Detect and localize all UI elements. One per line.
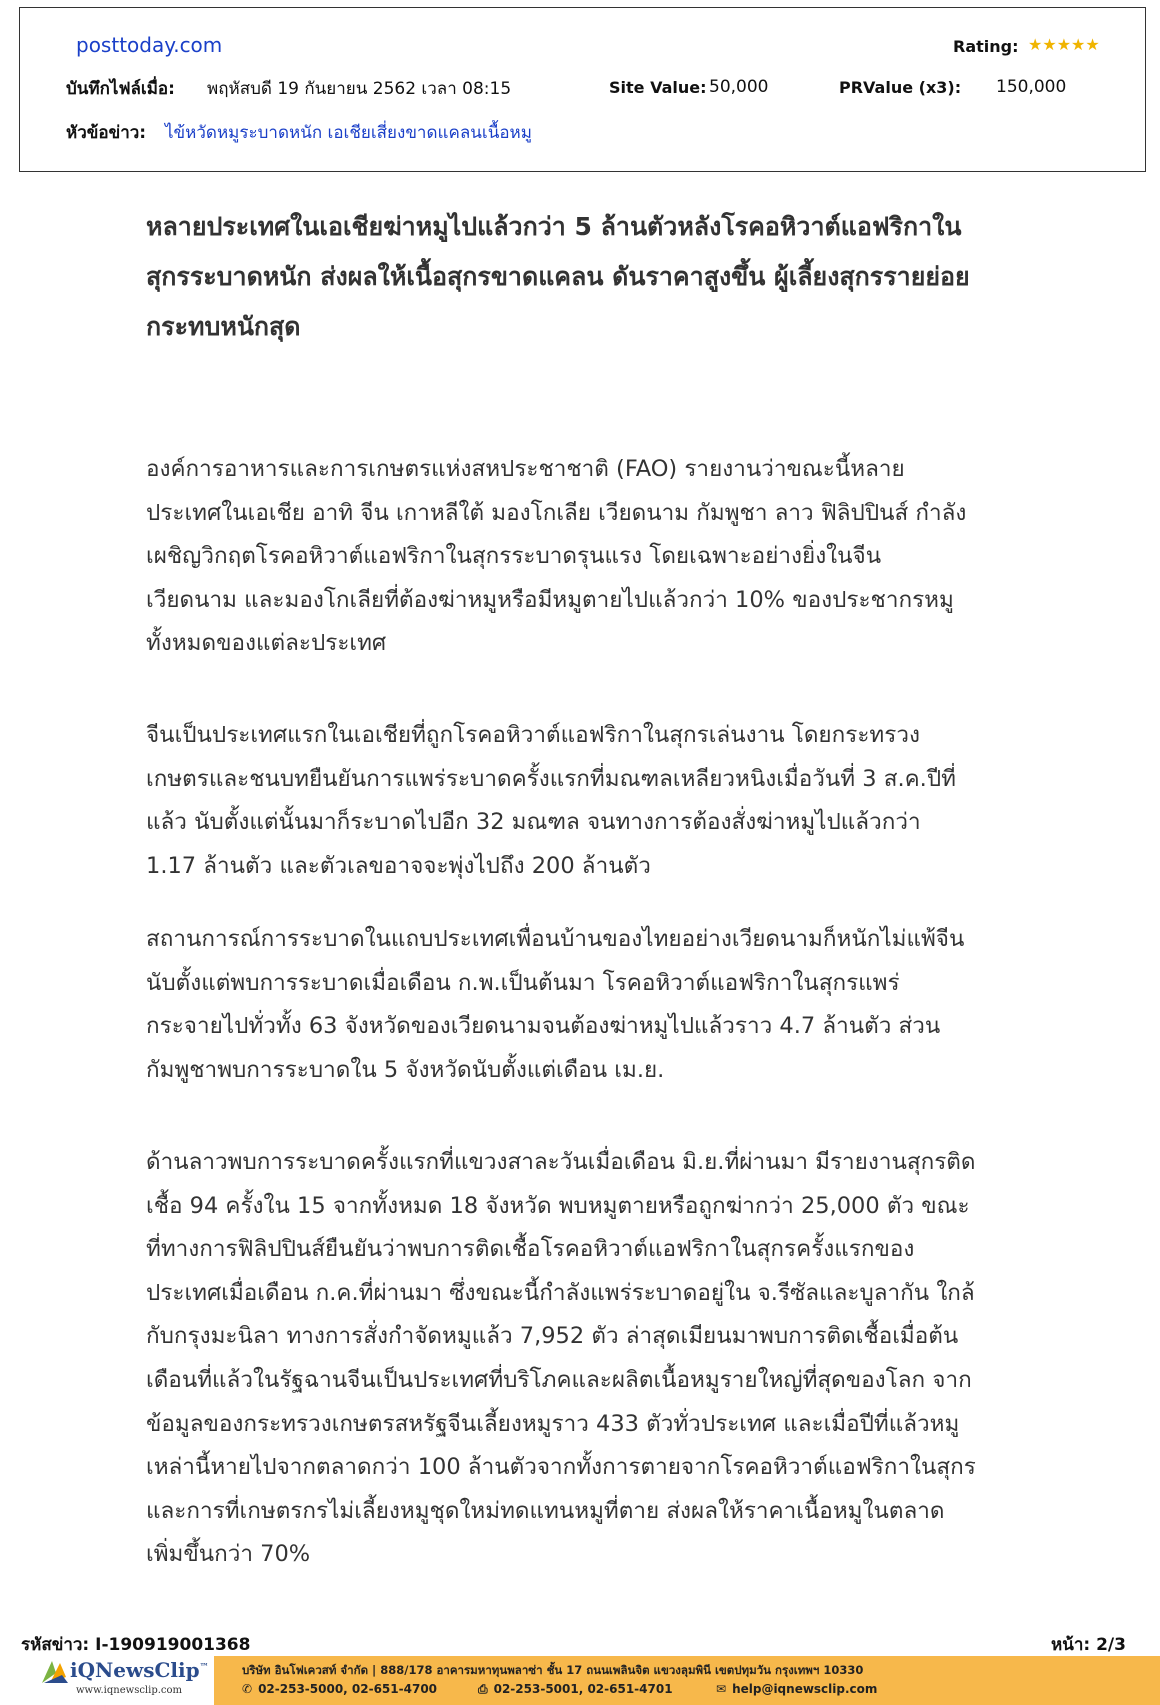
news-code: รหัสข่าว: I-190919001368 — [21, 1635, 251, 1655]
email-address[interactable]: help@iqnewsclip.com — [732, 1682, 878, 1696]
phone-numbers[interactable]: 02-253-5000, 02-651-4700 — [258, 1682, 438, 1696]
page-number: หน้า: 2/3 — [1051, 1635, 1126, 1655]
headline-link[interactable]: ไข้หวัดหมูระบาดหนัก เอเชียเสี่ยงขาดแคลนเนื้อหมู — [165, 123, 532, 143]
company-address: บริษัท อินโฟเควสท์ จำกัด | 888/178 อาคารมหาทุนพลาซ่า ชั้น 17 ถนนเพลินจิต แขวงลุมพินี เขตปทุมวัน กรุงเทพฯ 10330 — [242, 1663, 864, 1677]
fax-numbers[interactable]: 02-253-5001, 02-651-4701 — [493, 1682, 673, 1696]
rating-stars-icon: ★★★★★ — [1028, 35, 1100, 54]
iqnewsclip-logo[interactable] — [40, 1655, 210, 1703]
recorded-value: พฤหัสบดี 19 กันยายน 2562 เวลา 08:15 — [207, 79, 512, 99]
logo-mark-icon — [40, 1659, 70, 1685]
headline-label: หัวข้อข่าว: — [66, 123, 147, 143]
clip-header — [19, 7, 1146, 172]
logo-url[interactable]: www.iqnewsclip.com — [76, 1685, 183, 1696]
source-name[interactable]: posttoday.com — [76, 33, 223, 57]
recorded-label: บันทึกไฟล์เมื่อ: — [66, 79, 175, 99]
article-paragraph-1: องค์การอาหารและการเกษตรแห่งสหประชาชาติ (FAO) รายงานว่าขณะนี้หลายประเทศในเอเชีย อาทิ จีน เกาหลีใต้ มองโกเลีย เวียดนาม กัมพูชา ลาว ฟิลิปปินส์ กำลังเผชิญวิกฤตโรคอหิวาต์แอฟริกาในสุกรระบาดรุนแรง โดยเฉพาะอย่างยิ่งในจีน เวียดนาม และมองโกเลียที่ต้องฆ่าหมูหรือมีหมูตายไปแล้วกว่า 10% ของประชากรหมูทั้งหมดของแต่ละประเทศ — [146, 456, 967, 657]
site-value-label: Site Value: — [609, 78, 707, 97]
article-paragraph-4: ด้านลาวพบการระบาดครั้งแรกที่แขวงสาละวันเมื่อเดือน มิ.ย.ที่ผ่านมา มีรายงานสุกรติดเชื้อ 94 ครั้งใน 15 จากทั้งหมด 18 จังหวัด พบหมูตายหรือถูกฆ่ากว่า 25,000 ตัว ขณะที่ทางการฟิลิปปินส์ยืนยันว่าพบการติดเชื้อโรคอหิวาต์แอฟริกาในสุกรครั้งแรกของประเทศเมื่อเดือน ก.ค.ที่ผ่านมา ซึ่งขณะนี้กำลังแพร่ระบาดอยู่ใน จ.รีซัลและบูลากัน ใกล้กับกรุงมะนิลา ทางการสั่งกำจัดหมูแล้ว 7,952 ตัว ล่าสุดเมียนมาพบการติดเชื้อเมื่อต้นเดือนที่แล้วในรัฐฉานจีนเป็นประเทศที่บริโภคและผลิตเนื้อหมูรายใหญ่ที่สุดของโลก จากข้อมูลของกระทรวงเกษตรสหรัฐจีนเลี้ยงหมูราว 433 ตัวทั่วประเทศ และเมื่อปีที่แล้วหมูเหล่านี้หายไปจากตลาดกว่า 100 ล้านตัวจากทั้งการตายจากโรคอหิวาต์แอฟริกาในสุกรและการที่เกษตรกรไม่เลี้ยงหมูชุดใหม่ทดแทนหมูที่ตาย ส่งผลให้ราคาเนื้อหมูในตลาดเพิ่มขึ้นกว่า 70% — [146, 1149, 976, 1568]
contact-bar — [214, 1656, 1160, 1705]
article-paragraph-2: จีนเป็นประเทศแรกในเอเชียที่ถูกโรคอหิวาต์แอฟริกาในสุกรเล่นงาน โดยกระทรวงเกษตรและชนบทยืนยันการแพร่ระบาดครั้งแรกที่มณฑลเหลียวหนิงเมื่อวันที่ 3 ส.ค.ปีที่แล้ว นับตั้งแต่นั้นมาก็ระบาดไปอีก 32 มณฑล จนทางการต้องสั่งฆ่าหมูไปแล้วกว่า 1.17 ล้านตัว และตัวเลขอาจจะพุ่งไปถึง 200 ล้านตัว — [146, 722, 956, 879]
article-paragraph-3: สถานการณ์การระบาดในแถบประเทศเพื่อนบ้านของไทยอย่างเวียดนามก็หนักไม่แพ้จีน นับตั้งแต่พบการระบาดเมื่อเดือน ก.พ.เป็นต้นมา โรคอหิวาต์แอฟริกาในสุกรแพร่กระจายไปทั่วทั้ง 63 จังหวัดของเวียดนามจนต้องฆ่าหมูไปแล้วราว 4.7 ล้านตัว ส่วนกัมพูชาพบการระบาดใน 5 จังหวัดนับตั้งแต่เดือน เม.ย. — [146, 926, 965, 1083]
prvalue-label: PRValue (x3): — [839, 78, 962, 97]
prvalue: 150,000 — [996, 77, 1067, 97]
logo-text: iQNewsClip™ — [70, 1658, 209, 1682]
rating-label: Rating: — [953, 37, 1019, 56]
phone-icon: ✆ — [242, 1682, 253, 1696]
article-lead: หลายประเทศในเอเชียฆ่าหมูไปแล้วกว่า 5 ล้านตัวหลังโรคอหิวาต์แอฟริกาในสุกรระบาดหนัก ส่งผลให้เนื้อสุกรขาดแคลน ดันราคาสูงขึ้น ผู้เลี้ยงสุกรรายย่อยกระทบหนักสุด — [146, 212, 970, 341]
site-value: 50,000 — [709, 77, 769, 97]
fax-icon: ⎙ — [478, 1682, 488, 1696]
email-icon: ✉ — [716, 1682, 727, 1696]
